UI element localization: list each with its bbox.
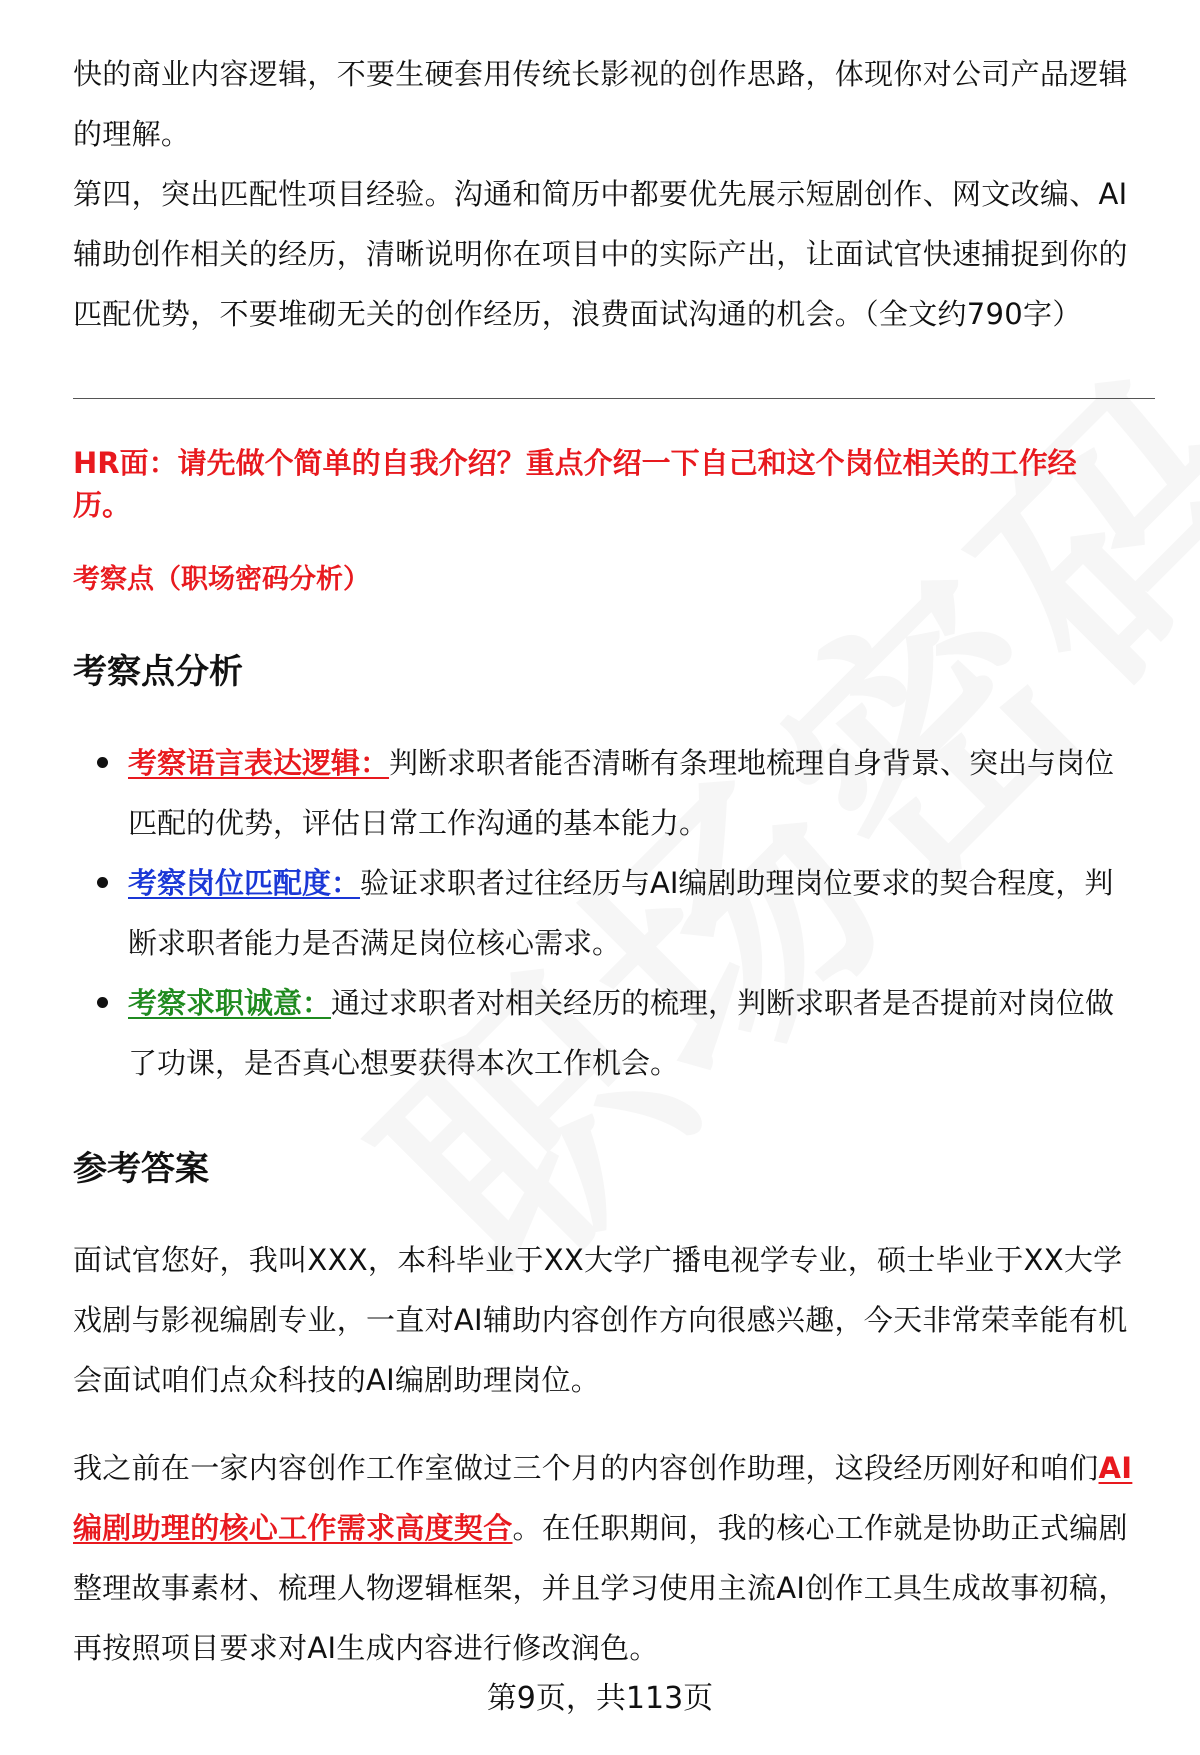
bullet-text-cont: 断求职者能力是否满足岗位核心需求。 (128, 926, 622, 960)
exam-point-label: 考察点（职场密码分析） (73, 564, 370, 595)
bullet-text: 判断求职者能否清晰有条理地梳理自身背景、突出与岗位 (389, 746, 1115, 780)
bullet-text-cont: 匹配的优势，评估日常工作沟通的基本能力。 (128, 806, 709, 840)
answer-paragraph-1 (73, 1230, 1155, 1410)
highlight-text: 编剧助理的核心工作需求高度契合 (73, 1511, 513, 1545)
bullet-text: 通过求职者对相关经历的梳理，判断求职者是否提前对岗位做 (331, 986, 1115, 1020)
bullet-text-cont: 了功课，是否真心想要获得本次工作机会。 (128, 1046, 680, 1080)
bullet-keyword: 考察语言表达逻辑： (128, 746, 390, 780)
analysis-heading: 考察点分析 (73, 652, 243, 692)
answer-p1-line-3: 会面试咱们点众科技的AI编剧助理岗位。 (73, 1363, 601, 1397)
bullet-text: 验证求职者过往经历与AI编剧助理岗位要求的契合程度，判 (360, 866, 1114, 900)
section-divider (73, 398, 1155, 399)
point4-line-3: 匹配优势，不要堆砌无关的创作经历，浪费面试沟通的机会。（全文约790字） (73, 297, 1082, 331)
list-item (73, 973, 1155, 1093)
highlight-text: AI (1098, 1451, 1133, 1485)
exam-point-label-block (73, 557, 1155, 596)
answer-paragraph-2 (73, 1438, 1155, 1678)
hr-question-line-2: 历。 (73, 488, 132, 522)
analysis-list-block (73, 733, 1155, 1093)
answer-p1-line-2: 戏剧与影视编剧专业，一直对AI辅助内容创作方向很感兴趣，今天非常荣幸能有机 (73, 1303, 1128, 1337)
page-footer: 第9页，共113页 (486, 1681, 714, 1716)
list-item (73, 853, 1155, 973)
point4-line-2: 辅助创作相关的经历，清晰说明你在项目中的实际产出，让面试官快速捕捉到你的 (73, 237, 1128, 271)
hr-question (73, 442, 1155, 526)
bullet-keyword: 考察岗位匹配度： (128, 866, 361, 900)
bullet-dot-icon (97, 997, 108, 1008)
analysis-list (73, 733, 1155, 1093)
answer-p2-line-4: 再按照项目要求对AI生成内容进行修改润色。 (73, 1631, 659, 1665)
bullet-dot-icon (97, 877, 108, 888)
intro-line-2: 的理解。 (73, 117, 191, 151)
bullet-keyword: 考察求职诚意： (128, 986, 332, 1020)
intro-section (73, 44, 1155, 344)
answer-p1-line-1: 面试官您好，我叫XXX，本科毕业于XX大学广播电视学专业，硕士毕业于XX大学 (73, 1243, 1123, 1277)
answer-p2-text: 我之前在一家内容创作工作室做过三个月的内容创作助理，这段经历刚好和咱们 (73, 1451, 1099, 1485)
list-item (73, 733, 1155, 853)
answer-p2-line-3: 整理故事素材、梳理人物逻辑框架，并且学习使用主流AI创作工具生成故事初稿， (73, 1571, 1128, 1605)
bullet-dot-icon (97, 757, 108, 768)
point4-line-1: 第四，突出匹配性项目经验。沟通和简历中都要优先展示短剧创作、网文改编、AI (73, 177, 1128, 211)
answer-p2-line-2 (73, 1498, 1155, 1558)
intro-line-1: 快的商业内容逻辑，不要生硬套用传统长影视的创作思路，体现你对公司产品逻辑 (73, 57, 1128, 91)
answer-heading-block (73, 1141, 1155, 1190)
hr-question-line-1: HR面：请先做个简单的自我介绍？重点介绍一下自己和这个岗位相关的工作经 (73, 446, 1077, 480)
analysis-heading-block (73, 644, 1155, 693)
answer-heading: 参考答案 (73, 1149, 209, 1189)
answer-p2-text: 。在任职期间，我的核心工作就是协助正式编剧 (512, 1511, 1128, 1545)
answer-p2-line-1 (73, 1438, 1155, 1498)
